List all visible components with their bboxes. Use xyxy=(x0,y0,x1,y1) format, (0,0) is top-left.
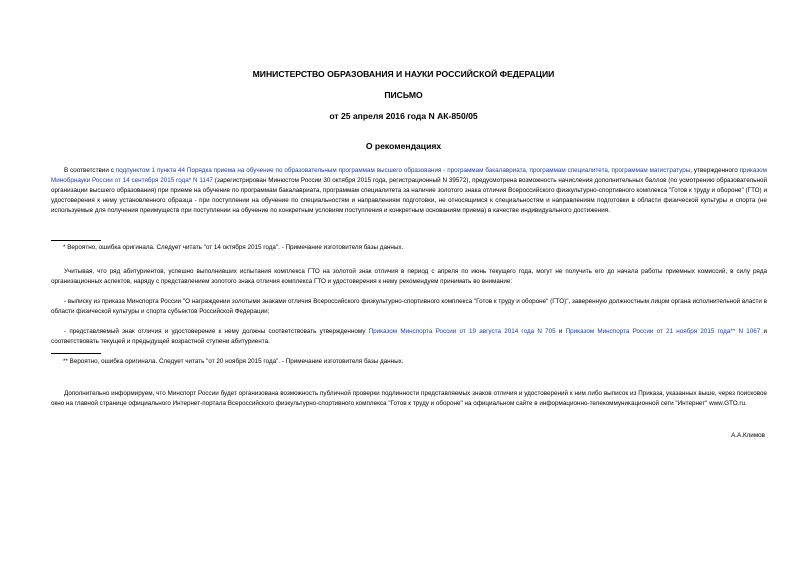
subject-title: О рекомендациях xyxy=(365,141,442,151)
footnote-divider xyxy=(51,353,101,354)
paragraph-1 xyxy=(51,166,767,216)
text: и соответствовать текущей и предыдущей возрастной ступени абитуриента. xyxy=(51,328,767,345)
footnote-1: * Вероятно, ошибка оригинала. Следует читать "от 14 октября 2015 года". - Примечание изготовителя базы данных. xyxy=(63,244,404,251)
date-number: от 25 апреля 2016 года N АК-850/05 xyxy=(329,111,478,121)
paragraph-2: Учитывая, что ряд абитуриентов, успешно выполнивших испытания комплекса ГТО на золотой знак отличия в период с апреля по июнь текущего года, могут не получить его до начала работы приемных комиссий, в силу ряда организационных аспектов, наряду с представлением золотого знака отличия комплекса ГТО и удостоверения к нему рекомендуем принимать во внимание: xyxy=(51,268,767,285)
paragraph-5: Дополнительно информируем, что Минспорт России будет организована возможность публичной проверки подлинности представляемых знаков отличия и удостоверений к ним либо выписок из Приказа, указанных выше, через поисковое окно на главной странице официального Интернет-портала Всероссийского физкультурно-спортивного комплекса "Готов к труду и обороне" на официальном сайте в информационно-телекоммуникационной сети "Интернет" www.GTO.ru. xyxy=(51,390,767,407)
document-type: ПИСЬМО xyxy=(384,90,423,100)
text: (зарегистрирован Минюстом России 30 октября 2015 года, регистрационный N 39572), предусмотрена возможность начисления дополнительных баллов (по усмотрению образовательной организации высшего образования) при приеме на обучение по программам бакалавриата, программам специалитета за наличие золотого знака отличия Всероссийского физкультурно-спортивного комплекса "Готов к труду и обороне" (ГТО) и удостоверения к нему установленного образца - при поступлении на обучение по специальностям и направлениям подготовки, не относящимся к специальностям и направлениям подготовки в области физической культуры и спорта (не используемые для получения преимуществ при поступлении на обучение по конкретным условиям поступления и конкретным основаниям приема) в качестве индивидуального достижения. xyxy=(51,177,767,214)
text: , утвержденного xyxy=(690,167,740,174)
paragraph-3: - выписку из приказа Минспорта России "О награждении золотыми знаками отличия Всероссийского физкультурно-спортивного комплекса "Готов к труду и обороне" (ГТО)", заверенную должностным лицом органа исполнительной власти в области физической культуры и спорта субъектов Российской Федерации; xyxy=(51,298,767,315)
link-order-705[interactable]: Приказом Минспорта России от 19 августа 2014 года N 705 xyxy=(368,328,556,335)
signature: А.А.Климов xyxy=(731,432,765,439)
text: В соответствии с xyxy=(64,167,116,174)
link-ministry-order[interactable]: приказом Минобрнауки России от 14 сентября 2015 года* N 1147 xyxy=(51,167,767,184)
text: - представляемый знак отличия и удостоверение к нему должны соответствовать утвержденному xyxy=(64,328,369,335)
link-order-clause[interactable]: подпунктом 1 пункта 44 Порядка приема на обучение по образовательным программам высшего образования - программам бакалавриата, программам специалитета, программам магистратуры xyxy=(115,167,691,174)
footnote-2: ** Вероятно, ошибка оригинала. Следует читать "от 20 ноября 2015 года". - Примечание изготовителя базы данных. xyxy=(63,358,404,365)
ministry-heading: МИНИСТЕРСТВО ОБРАЗОВАНИЯ И НАУКИ РОССИЙСКОЙ ФЕДЕРАЦИИ xyxy=(252,69,555,79)
paragraph-4 xyxy=(51,327,767,347)
footnote-divider xyxy=(51,240,101,241)
link-order-1067[interactable]: Приказом Минспорта России от 21 ноября 2015 года** N 1067 xyxy=(565,328,761,335)
text: и xyxy=(555,328,566,335)
